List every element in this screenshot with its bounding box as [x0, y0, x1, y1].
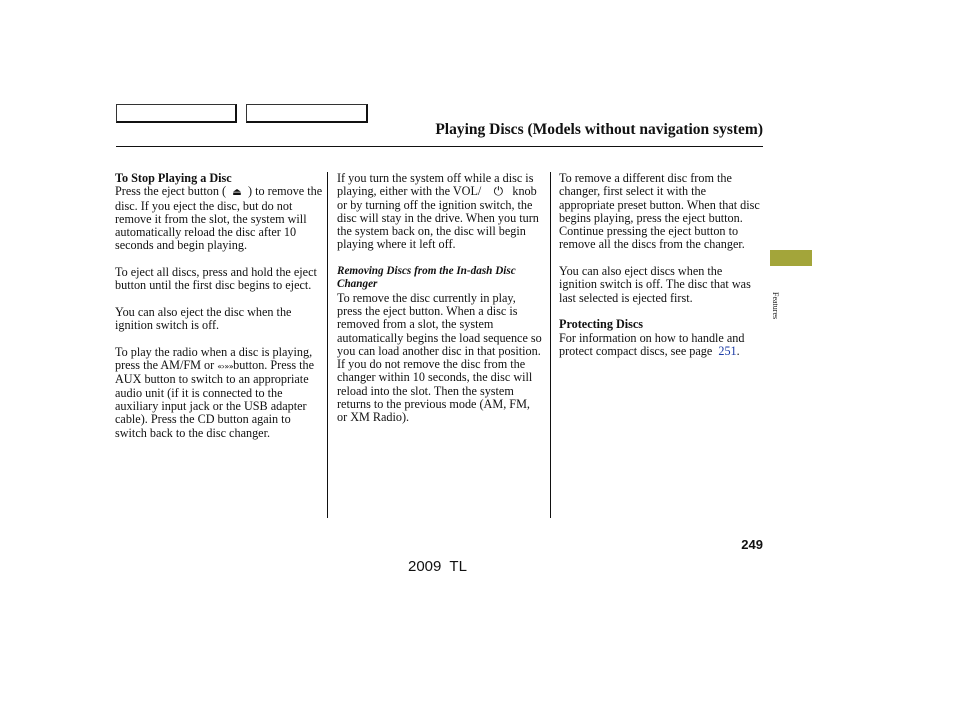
paragraph-text: button. Press the AUX button to switch to an appropriate audio unit (if it is connected to the auxiliary input jack or the USB adapter cable). Press the CD button again to switch back to the disc changer.	[115, 358, 315, 440]
paragraph-text: ) to remove the disc. If you eject the disc, but do not remove it from the slot, the system will automatically reload the disc after 10 seconds and begin playing.	[115, 184, 323, 253]
section-heading-protecting-discs: Protecting Discs	[559, 317, 644, 332]
page-title: Playing Discs (Models without navigation system)	[435, 121, 763, 138]
paragraph-text: To play the radio when a disc is playing, press the AM/FM or	[115, 344, 313, 373]
paragraph-text: To eject all discs, press and hold the eject button until the first disc begins to eject.	[115, 265, 317, 293]
nav-button-next[interactable]	[246, 104, 368, 123]
protecting-discs-paragraph	[559, 318, 761, 358]
paragraph-text: Press the eject button (	[115, 184, 227, 199]
text-column-3	[559, 172, 761, 371]
paragraph-text: For information on how to handle and protect compact discs, see page	[559, 330, 745, 358]
paragraph-text: You can also eject the disc when the ignition switch is off.	[115, 304, 292, 333]
column-divider	[550, 172, 551, 518]
paragraph-text: If you turn the system off while a disc is playing, either with the VOL/	[337, 171, 534, 199]
section-tab-marker	[770, 250, 812, 266]
section-subheading-removing-discs: Removing Discs from the In-dash Disc Changer	[337, 265, 516, 291]
remove-disc-paragraph	[337, 265, 543, 425]
page-reference-link[interactable]: 251	[718, 343, 737, 358]
paragraph-text: You can also eject discs when the ignition switch is off. The disc that was last selected is ejected first.	[559, 264, 751, 305]
footer-model-name: 2009 TL	[408, 558, 467, 575]
section-tab-label: Features	[771, 292, 780, 320]
power-icon: ⏻	[493, 184, 504, 199]
radio-paragraph	[115, 346, 323, 440]
stop-playing-paragraph	[115, 172, 323, 253]
paragraph-text: To remove the disc currently in play, press the eject button. When a disc is removed from a slot, the system automatically begins the load sequence so you can load another disc in that position. If you do not remove the disc from the changer within 10 seconds, the disc will reload into the slot. Then the system returns to the previous mode (AM, FM, or XM Radio).	[337, 290, 542, 425]
section-heading-stop-playing: To Stop Playing a Disc	[115, 171, 232, 185]
text-column-1	[115, 172, 323, 453]
paragraph-text: .	[736, 343, 740, 358]
power-off-paragraph	[337, 172, 543, 252]
paragraph-text: To remove a different disc from the changer, first select it with the appropriate preset button. When that disc begins playing, press the eject button. Continue pressing the eject button to remove all the discs from the changer.	[559, 171, 760, 252]
text-column-2	[337, 172, 543, 438]
title-rule	[116, 146, 763, 147]
disc-mode-icon: «›»»	[217, 362, 234, 372]
column-divider	[327, 172, 328, 518]
paragraph-text: knob or by turning off the ignition switch, the disc will stay in the drive. When you turn the system back on, the disc will begin playing where it left off.	[337, 184, 539, 252]
nav-button-previous[interactable]	[116, 104, 237, 123]
eject-icon: ⏏	[232, 187, 242, 199]
page-number: 249	[741, 537, 763, 552]
